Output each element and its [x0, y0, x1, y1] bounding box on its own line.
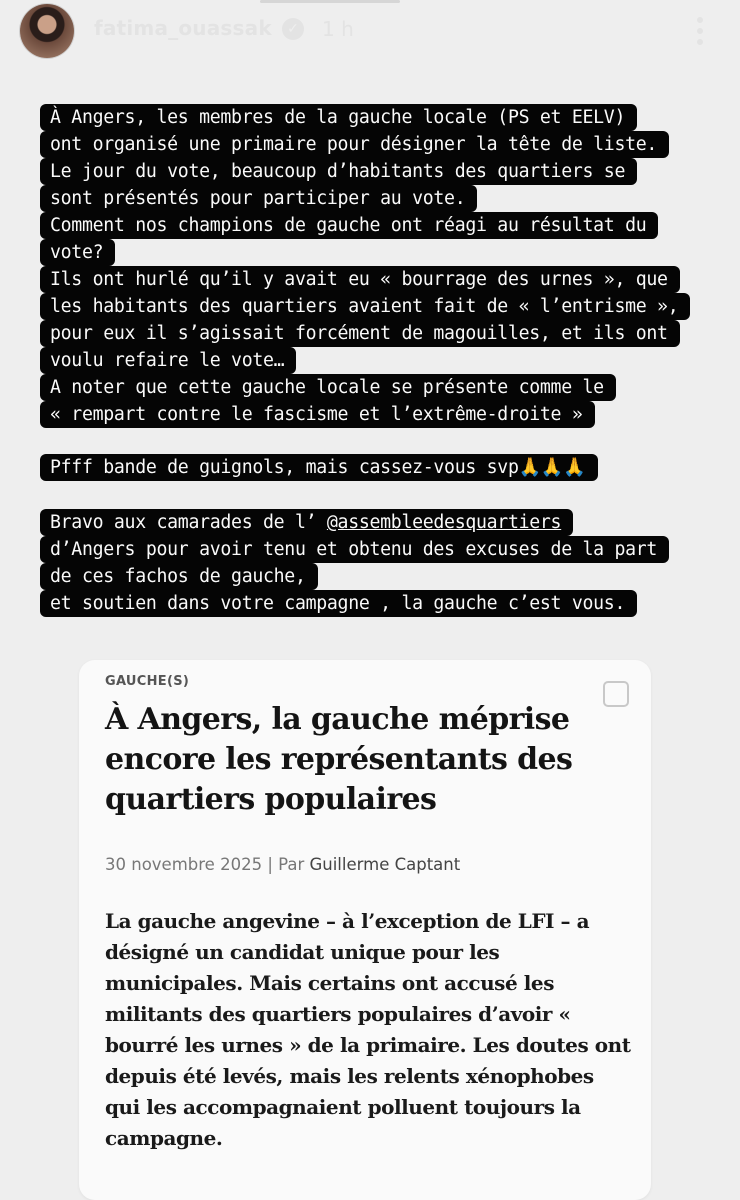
avatar[interactable]	[20, 4, 74, 58]
text-line: pour eux il s’agissait forcément de magouilles, et ils ont	[40, 320, 680, 347]
story-header	[0, 0, 740, 62]
text-line: et soutien dans votre campagne , la gauche c’est vous.	[40, 590, 637, 617]
text-block-1	[40, 104, 690, 428]
text-line: vote?	[40, 239, 115, 266]
article-card[interactable]	[79, 660, 651, 1200]
text-line: ont organisé une primaire pour désigner la tête de liste.	[40, 131, 669, 158]
post-time: 1 h	[322, 17, 354, 41]
article-date: 30 novembre 2025	[105, 855, 263, 874]
text-block-2	[40, 454, 598, 481]
article-lead: La gauche angevine – à l’exception de LFI – a désigné un candidat unique pour les municipales. Mais certains ont accusé les militants des quartiers populaires d’avoir « bourré les urnes » de la primaire. Les doutes ont depuis été levés, mais les relents xénophobes qui les accompagnaient polluent toujours la campagne.	[105, 909, 631, 1150]
text-line: Le jour du vote, beaucoup d’habitants des quartiers se	[40, 158, 637, 185]
text-line: d’Angers pour avoir tenu et obtenu des excuses de la part	[40, 536, 669, 563]
text-line: Pfff bande de guignols, mais cassez-vous svp🙏🙏🙏	[40, 454, 598, 481]
text-line: voulu refaire le vote…	[40, 347, 296, 374]
article-meta	[105, 855, 460, 874]
verified-badge-icon: ✓	[282, 18, 304, 40]
text-line: « rempart contre le fascisme et l’extrême-droite »	[40, 401, 595, 428]
text-line: A noter que cette gauche locale se présente comme le	[40, 374, 616, 401]
text-line: Comment nos champions de gauche ont réagi au résultat du	[40, 212, 658, 239]
article-author: Guillerme Captant	[309, 855, 461, 874]
text-line: de ces fachos de gauche,	[40, 563, 318, 590]
username[interactable]: fatima_ouassak	[94, 16, 272, 40]
text-block-3	[40, 509, 669, 617]
text-line: Ils ont hurlé qu’il y avait eu « bourrage des urnes », que	[40, 266, 680, 293]
meta-separator: | Par	[262, 855, 310, 874]
text-line: sont présentés pour participer au vote.	[40, 185, 477, 212]
text-line	[40, 509, 573, 536]
more-vertical-icon[interactable]	[690, 14, 710, 48]
text-fragment: Bravo aux camarades de l’	[50, 512, 327, 533]
text-line: À Angers, les membres de la gauche locale (PS et EELV)	[40, 104, 637, 131]
article-headline: À Angers, la gauche méprise encore les représentants des quartiers populaires	[105, 702, 573, 817]
article-kicker: GAUCHE(S)	[105, 674, 190, 689]
mention-link[interactable]: @assembleedesquartiers	[326, 512, 562, 533]
text-line: les habitants des quartiers avaient fait de « l’entrisme »,	[40, 293, 690, 320]
